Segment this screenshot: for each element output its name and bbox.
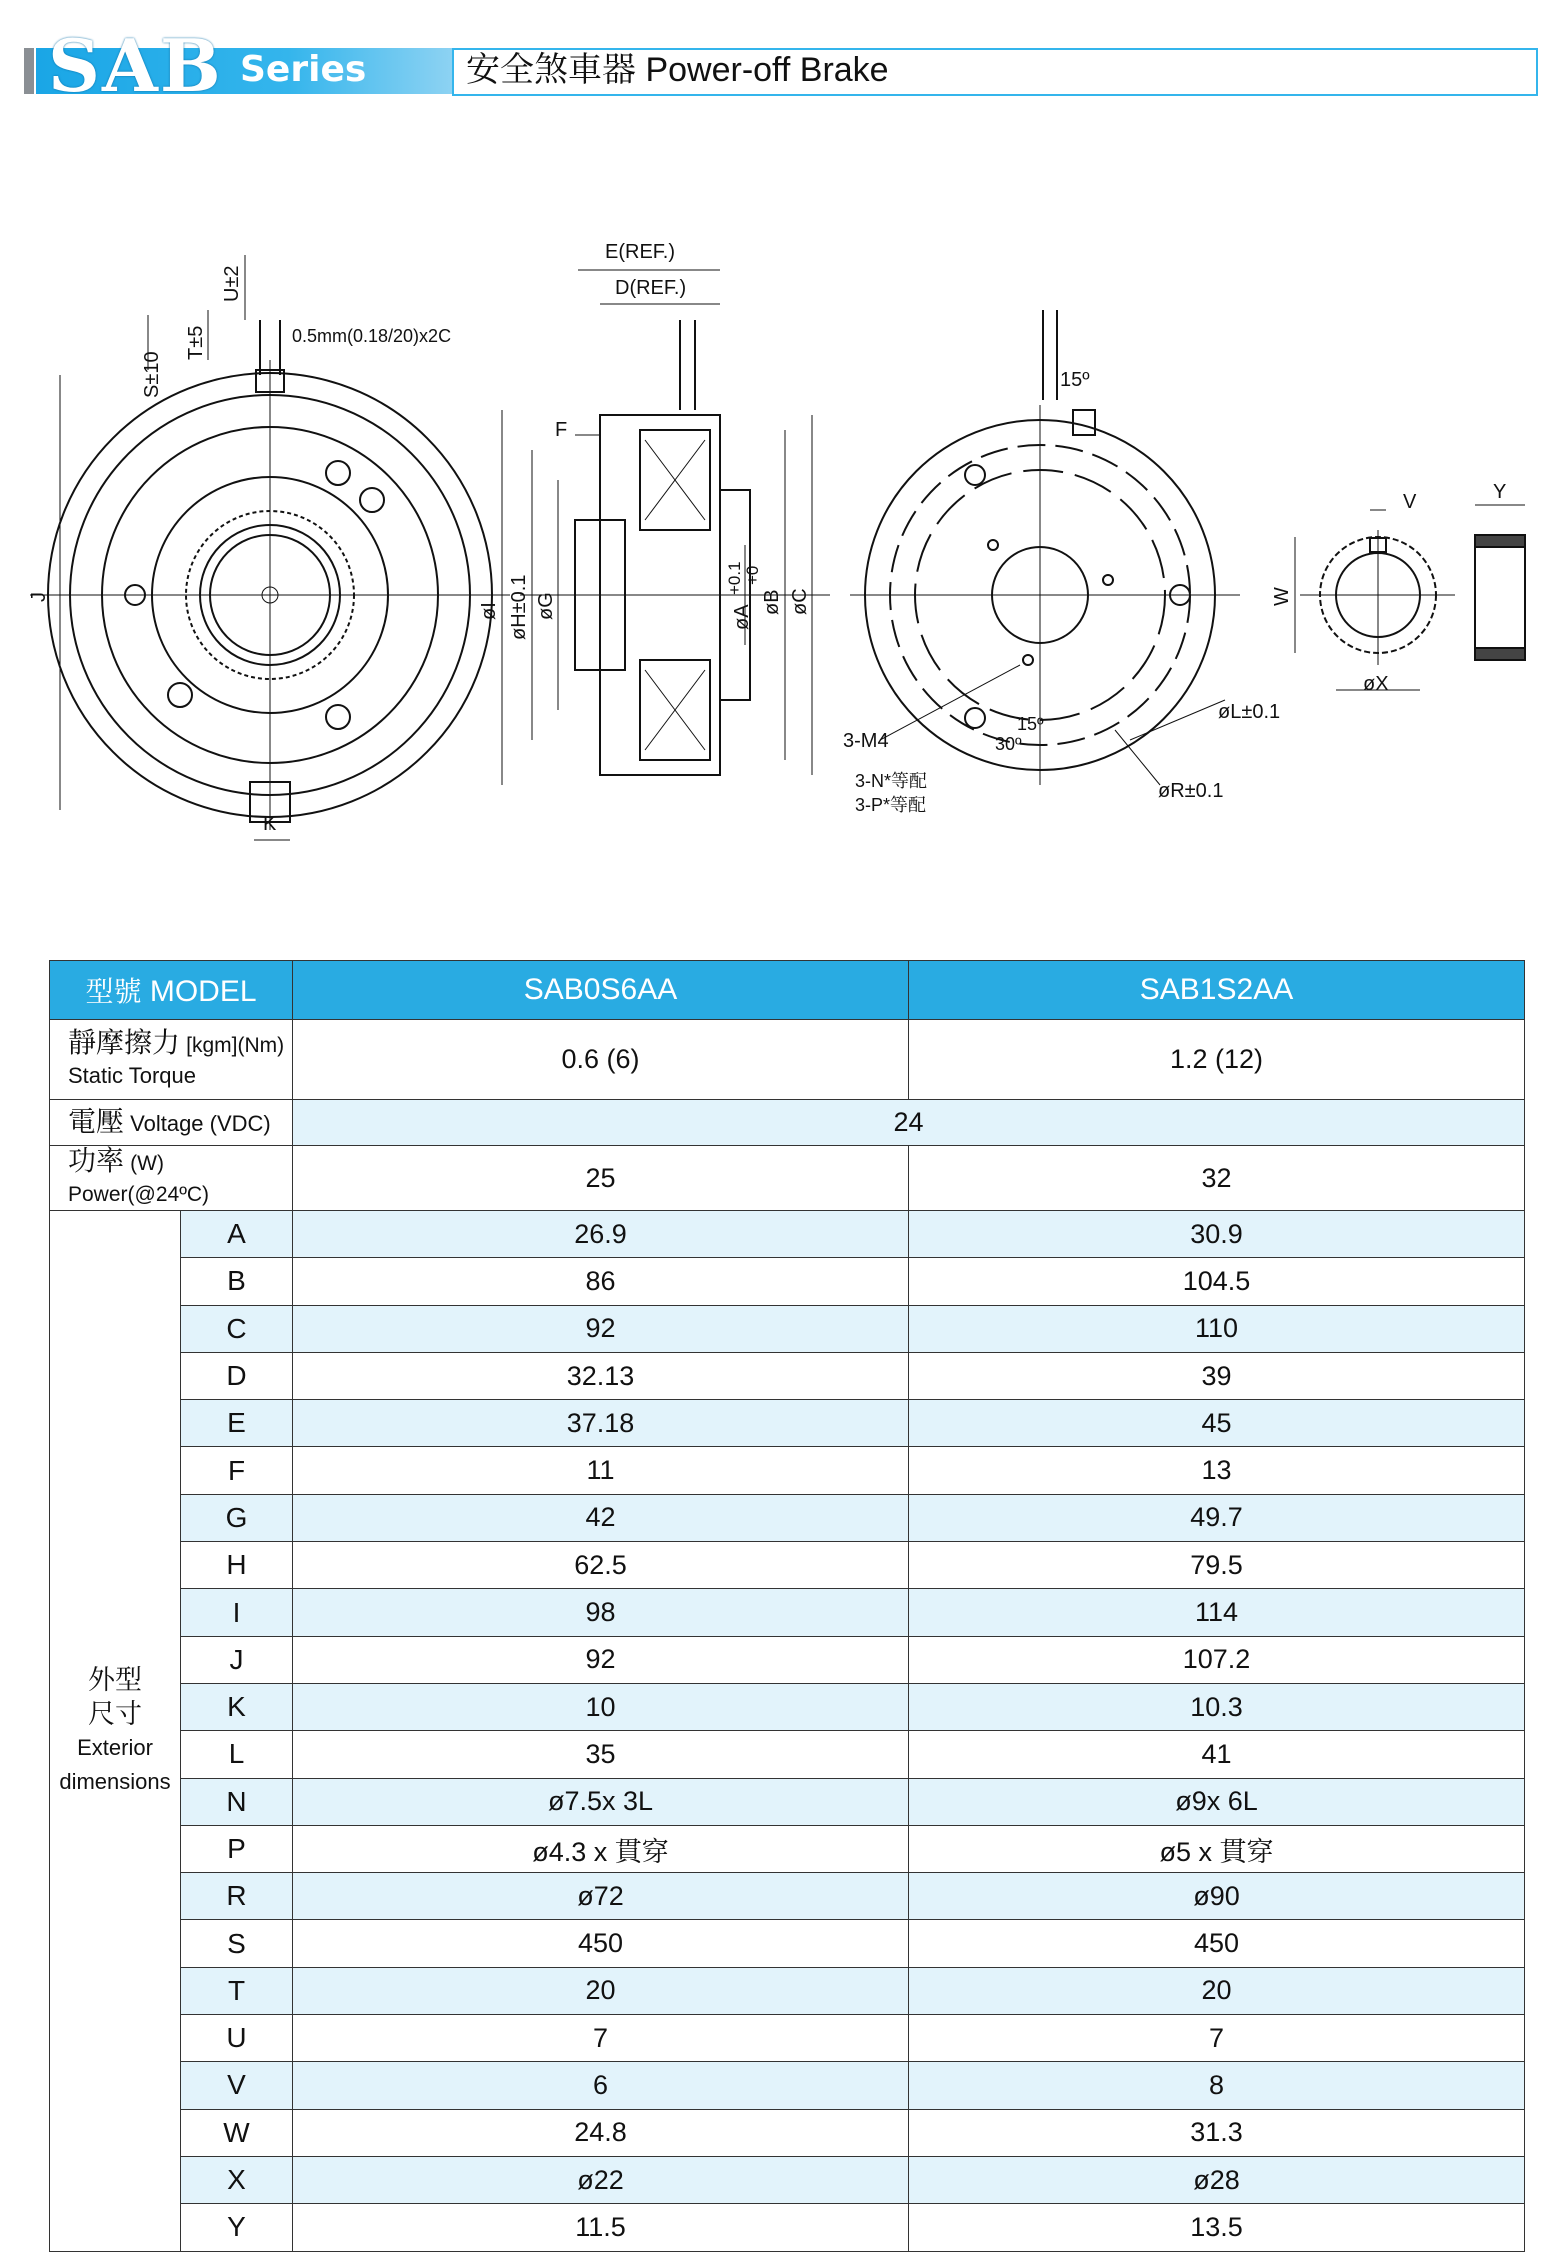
label-y: Y — [1493, 481, 1507, 503]
table-row — [50, 1305, 1525, 1352]
table-row — [50, 1400, 1525, 1447]
dimension-value: 10.3 — [909, 1683, 1525, 1730]
label-v: V — [1403, 491, 1417, 513]
dimension-value: 104.5 — [909, 1258, 1525, 1305]
dimension-value: 7 — [909, 2015, 1525, 2062]
label-angle15: 15º — [1017, 714, 1044, 734]
model-label — [50, 961, 293, 1020]
dimension-key: K — [181, 1683, 293, 1730]
dimension-value: 42 — [293, 1494, 909, 1541]
torque-label-unit: [kgm](Nm) — [186, 1034, 285, 1057]
label-a: øA — [731, 604, 753, 630]
dimension-key: F — [181, 1447, 293, 1494]
power-value-2: 32 — [909, 1146, 1525, 1211]
dimension-value: 450 — [293, 1920, 909, 1967]
dimension-value: ø5 x 貫穿 — [909, 1825, 1525, 1872]
dimension-value: 24.8 — [293, 2109, 909, 2156]
label-g: øG — [535, 592, 557, 620]
dimensions-body — [50, 1211, 1525, 2252]
label-p: 3-P*等配 — [855, 795, 927, 815]
model-label-en: MODEL — [149, 975, 257, 1008]
label-m4: 3-M4 — [843, 730, 889, 752]
dimension-key: D — [181, 1352, 293, 1399]
label-j: J — [28, 592, 50, 602]
dimension-value: 39 — [909, 1352, 1525, 1399]
voltage-value: 24 — [293, 1100, 1525, 1146]
brand-name: SAB — [48, 23, 223, 108]
page-title: 安全煞車器 Power-off Brake — [466, 51, 889, 89]
table-row — [50, 1873, 1525, 1920]
dimension-value: 11 — [293, 1447, 909, 1494]
dimension-value: 7 — [293, 2015, 909, 2062]
dimension-value: 92 — [293, 1305, 909, 1352]
torque-value-1: 0.6 (6) — [293, 1020, 909, 1100]
torque-value-2: 1.2 (12) — [909, 1020, 1525, 1100]
dimension-key: U — [181, 2015, 293, 2062]
label-e: E(REF.) — [605, 241, 675, 263]
dimension-value: 8 — [909, 2062, 1525, 2109]
label-a-tol-plus: +0.1 — [725, 561, 744, 595]
dimension-key: C — [181, 1305, 293, 1352]
power-row — [50, 1146, 1525, 1211]
model-1: SAB0S6AA — [293, 961, 909, 1020]
dimension-value: ø72 — [293, 1873, 909, 1920]
dimension-key: J — [181, 1636, 293, 1683]
voltage-row — [50, 1100, 1525, 1146]
label-f: F — [555, 419, 568, 441]
power-label-cn: 功率 — [68, 1145, 125, 1176]
label-k: K — [263, 813, 277, 835]
label-c: øC — [789, 588, 811, 615]
header-accent-bar — [24, 48, 34, 94]
exterior-dimensions-label-line: Exterior — [77, 1734, 153, 1760]
power-value-1: 25 — [293, 1146, 909, 1211]
table-row — [50, 1636, 1525, 1683]
model-2: SAB1S2AA — [909, 961, 1525, 1020]
label-t: T±5 — [185, 325, 207, 360]
dimension-key: Y — [181, 2204, 293, 2251]
power-label-en: (W) Power(@24ºC) — [68, 1152, 210, 1206]
dimension-value: ø7.5x 3L — [293, 1778, 909, 1825]
label-s: S±10 — [141, 351, 163, 398]
model-label-cn: 型號 — [85, 976, 142, 1007]
dimension-value: ø22 — [293, 2156, 909, 2203]
technical-drawing — [0, 200, 1549, 880]
label-h: øH±0.1 — [508, 574, 530, 640]
torque-label — [50, 1020, 293, 1100]
table-row — [50, 1542, 1525, 1589]
table-row — [50, 2156, 1525, 2203]
dimension-key: E — [181, 1400, 293, 1447]
exterior-dimensions-label-line: 尺寸 — [88, 1698, 142, 1729]
dimension-value: 62.5 — [293, 1542, 909, 1589]
voltage-label-cn: 電壓 — [68, 1105, 125, 1137]
label-wire: 0.5mm(0.18/20)x2C — [292, 326, 452, 346]
table-row — [50, 1967, 1525, 2014]
series-label: Series — [240, 49, 367, 90]
label-l: øL±0.1 — [1218, 701, 1281, 723]
dimension-value: 13.5 — [909, 2204, 1525, 2251]
hub-view — [1295, 505, 1525, 690]
dimension-value: 30.9 — [909, 1211, 1525, 1258]
table-row — [50, 2109, 1525, 2156]
dimension-key: T — [181, 1967, 293, 2014]
dimension-key: L — [181, 1731, 293, 1778]
dimension-value: 6 — [293, 2062, 909, 2109]
label-w: W — [1271, 587, 1293, 606]
dimension-value: 41 — [909, 1731, 1525, 1778]
dimension-value: 79.5 — [909, 1542, 1525, 1589]
dimension-key: X — [181, 2156, 293, 2203]
dimension-value: 107.2 — [909, 1636, 1525, 1683]
dimension-value: 20 — [909, 1967, 1525, 2014]
label-x: øX — [1363, 673, 1389, 695]
dimension-value: ø28 — [909, 2156, 1525, 2203]
dimension-key: V — [181, 2062, 293, 2109]
voltage-label-en: Voltage (VDC) — [130, 1110, 271, 1136]
table-row — [50, 1211, 1525, 1258]
dimension-value: ø4.3 x 貫穿 — [293, 1825, 909, 1872]
dimension-value: 13 — [909, 1447, 1525, 1494]
dimension-key: W — [181, 2109, 293, 2156]
dimension-value: 98 — [293, 1589, 909, 1636]
label-u: U±2 — [221, 265, 243, 302]
table-row — [50, 2204, 1525, 2251]
exterior-dimensions-label — [50, 1211, 181, 2252]
table-row — [50, 1589, 1525, 1636]
dimension-value: 45 — [909, 1400, 1525, 1447]
torque-row — [50, 1020, 1525, 1100]
dimension-value: 37.18 — [293, 1400, 909, 1447]
label-angle30: 30º — [995, 734, 1022, 754]
dimension-value: 49.7 — [909, 1494, 1525, 1541]
table-row — [50, 1683, 1525, 1730]
table-row — [50, 1731, 1525, 1778]
label-b: øB — [761, 589, 783, 615]
dimension-value: 31.3 — [909, 2109, 1525, 2156]
table-header-row — [50, 961, 1525, 1020]
dimension-key: I — [181, 1589, 293, 1636]
dimension-value: ø90 — [909, 1873, 1525, 1920]
dimension-value: 92 — [293, 1636, 909, 1683]
dimension-key: B — [181, 1258, 293, 1305]
table-row — [50, 2015, 1525, 2062]
label-i: øI — [478, 602, 500, 620]
label-angle15-top: 15º — [1060, 369, 1090, 391]
dimension-value: 10 — [293, 1683, 909, 1730]
power-label — [50, 1146, 293, 1211]
table-row — [50, 1825, 1525, 1872]
label-a-tol-zero: +0 — [743, 565, 762, 585]
table-row — [50, 1778, 1525, 1825]
label-n: 3-N*等配 — [855, 771, 928, 791]
table-row — [50, 1258, 1525, 1305]
table-row — [50, 1352, 1525, 1399]
spec-table — [49, 960, 1525, 2252]
table-row — [50, 2062, 1525, 2109]
label-r: øR±0.1 — [1158, 780, 1224, 802]
exterior-dimensions-label-line: 外型 — [88, 1664, 142, 1695]
side-section-view — [502, 270, 830, 785]
table-row — [50, 1494, 1525, 1541]
torque-label-cn: 靜摩擦力 — [68, 1027, 181, 1058]
dimension-value: 26.9 — [293, 1211, 909, 1258]
dimension-value: 11.5 — [293, 2204, 909, 2251]
back-view — [850, 310, 1240, 785]
dimension-value: 114 — [909, 1589, 1525, 1636]
dimension-key: H — [181, 1542, 293, 1589]
dimension-key: R — [181, 1873, 293, 1920]
dimension-value: 110 — [909, 1305, 1525, 1352]
table-row — [50, 1920, 1525, 1967]
dimension-key: N — [181, 1778, 293, 1825]
dimension-key: P — [181, 1825, 293, 1872]
label-d: D(REF.) — [615, 277, 687, 299]
dimension-key: A — [181, 1211, 293, 1258]
dimension-value: 20 — [293, 1967, 909, 2014]
dimension-value: 32.13 — [293, 1352, 909, 1399]
dimension-value: 35 — [293, 1731, 909, 1778]
table-row — [50, 1447, 1525, 1494]
dimension-value: ø9x 6L — [909, 1778, 1525, 1825]
exterior-dimensions-label-line: dimensions — [59, 1768, 171, 1794]
torque-label-en: Static Torque — [68, 1063, 197, 1088]
dimension-value: 450 — [909, 1920, 1525, 1967]
dimension-key: S — [181, 1920, 293, 1967]
dimension-value: 86 — [293, 1258, 909, 1305]
dimension-key: G — [181, 1494, 293, 1541]
voltage-label — [50, 1100, 293, 1146]
